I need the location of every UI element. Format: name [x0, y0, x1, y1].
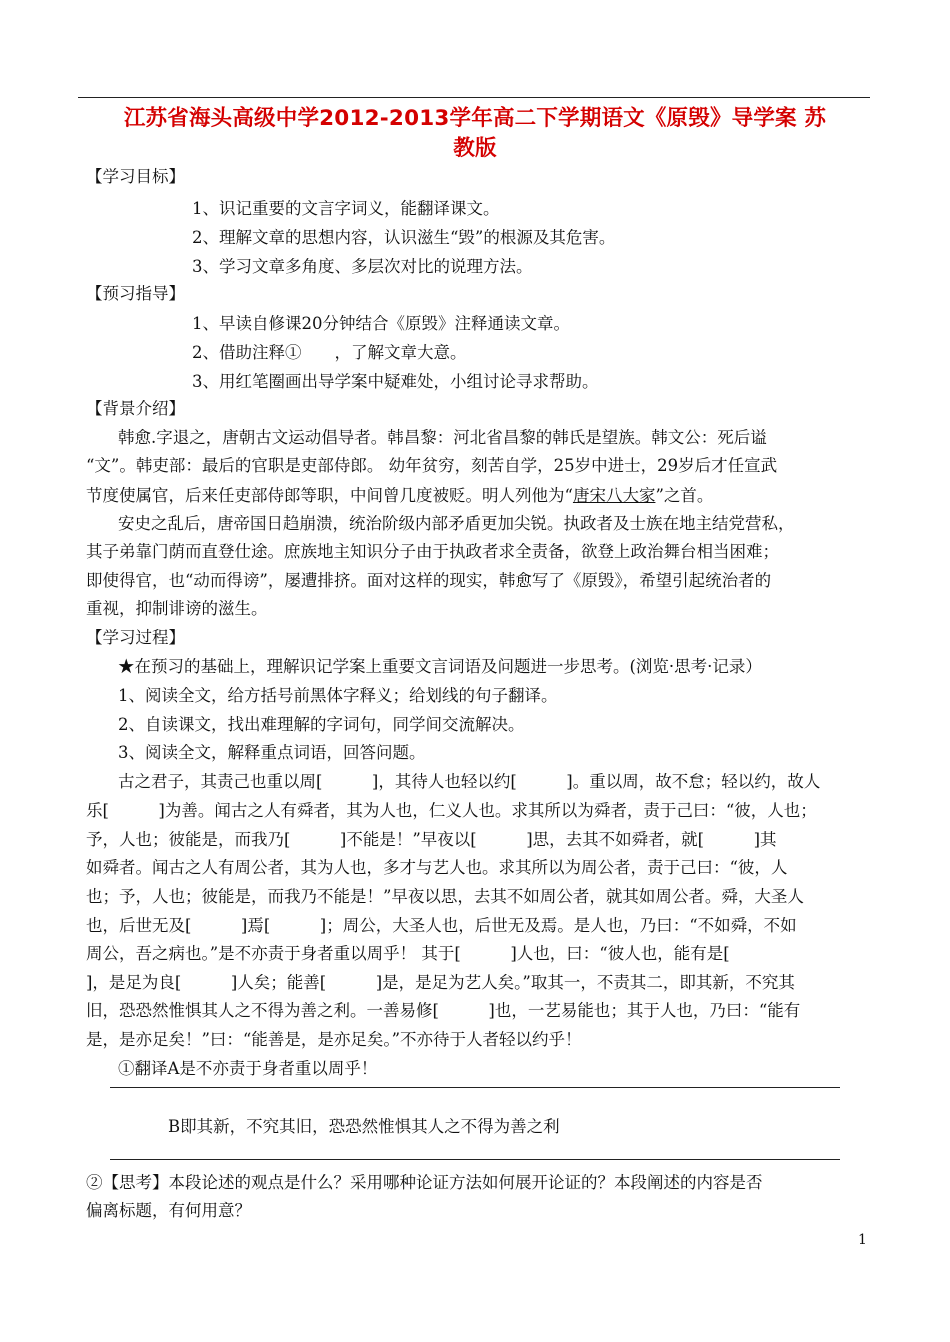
- passage-line: 也；予，人也；彼能是，而我乃不能是！”早夜以思，去其不如周公者，就其如周公者。舜，大圣人: [86, 887, 804, 906]
- passage-line: 周公，吾之病也。”是不亦责于身者重以周乎！ 其于[ ]人也，曰：“彼人也，能有是[: [86, 944, 730, 963]
- background-text: ”之首。: [655, 486, 714, 505]
- background-text: 其子弟靠门荫而直登仕途。庶族地主知识分子由于执政者求全责备，欲登上政治舞台相当困难；: [86, 542, 779, 561]
- passage-line: 旧，恐恐然惟惧其人之不得为善之利。一善易修[ ]也，一艺易能也；其于人也，乃曰：“能有: [86, 1001, 801, 1020]
- section-heading-preview: 【预习指导】: [86, 284, 185, 303]
- objective-item: 1、识记重要的文言字词义，能翻译课文。: [192, 199, 500, 218]
- passage-line: 古之君子，其责己也重以周[ ]，其待人也轻以约[ ]。重以周，故不怠；轻以约，故人: [118, 772, 821, 791]
- passage-line: 如舜者。闻古之人有周公者，其为人也，多才与艺人也。求其所以为周公者，责于己曰：“彼，人: [86, 858, 788, 877]
- answer-line: [110, 1087, 840, 1088]
- objective-item: 3、学习文章多角度、多层次对比的说理方法。: [192, 257, 533, 276]
- passage-line: ]，是足为良[ ]人矣；能善[ ]是，是足为艺人矣。”取其一，不责其二，即其新，不究其: [86, 973, 795, 992]
- passage-line: 也，后世无及[ ]焉[ ]；周公，大圣人也，后世无及焉。是人也，乃曰：“不如舜，不如: [86, 916, 797, 935]
- section-heading-background: 【背景介绍】: [86, 399, 185, 418]
- process-item: 1、阅读全文，给方括号前黑体字释义；给划线的句子翻译。: [118, 686, 558, 705]
- background-text: 节度使属官，后来任吏部侍郎等职，中间曾几度被贬。明人列他为“: [86, 486, 573, 505]
- tang-song-link: 唐宋八大家: [572, 486, 656, 505]
- section-heading-objectives: 【学习目标】: [86, 167, 185, 186]
- translate-prompt-a: ①翻译A是不亦责于身者重以周乎！: [118, 1059, 378, 1078]
- preview-item: 3、用红笔圈画出导学案中疑难处，小组讨论寻求帮助。: [192, 372, 599, 391]
- think-question: ②【思考】本段论述的观点是什么？采用哪种论证方法如何展开论证的？本段阐述的内容是否: [86, 1173, 763, 1192]
- title-line-1: 江苏省海头高级中学2012-2013学年高二下学期语文《原毁》导学案 苏: [123, 106, 827, 131]
- background-text: 即使得官，也“动而得谤”，屡遭排挤。面对这样的现实，韩愈写了《原毁》，希望引起统治者的: [86, 571, 772, 590]
- preview-item: 1、早读自修课20分钟结合《原毁》注释通读文章。: [192, 314, 570, 333]
- process-instruction: ★在预习的基础上，理解识记学案上重要文言词语及问题进一步思考。(浏览·思考·记录）: [118, 657, 762, 676]
- title-line-2: 教版: [453, 136, 497, 161]
- answer-line: [110, 1159, 840, 1160]
- translate-prompt-b: B即其新，不究其旧，恐恐然惟惧其人之不得为善之利: [168, 1117, 560, 1136]
- passage-line: 是，是亦足矣！”曰：“能善是，是亦足矣。”不亦待于人者轻以约乎！: [86, 1030, 582, 1049]
- passage-line: 乐[ ]为善。闻古之人有舜者，其为人也，仁义人也。求其所以为舜者，责于己曰：“彼，人也；: [86, 801, 817, 820]
- preview-item: 2、借助注释① ，了解文章大意。: [192, 343, 467, 362]
- process-item: 2、自读课文，找出难理解的字词句，同学间交流解决。: [118, 715, 525, 734]
- background-text: 韩愈.字退之，唐朝古文运动倡导者。韩昌黎：河北省昌黎的韩氏是望族。韩文公：死后谥: [118, 428, 767, 447]
- section-heading-process: 【学习过程】: [86, 628, 185, 647]
- think-question: 偏离标题，有何用意？: [86, 1201, 251, 1220]
- document-title: [70, 104, 880, 164]
- background-text-line: [86, 485, 713, 507]
- process-item: 3、阅读全文，解释重点词语，回答问题。: [118, 743, 426, 762]
- passage-line: 予，人也；彼能是，而我乃[ ]不能是！”早夜以[ ]思，去其不如舜者，就[ ]其: [86, 830, 777, 849]
- objective-item: 2、理解文章的思想内容，认识滋生“毁”的根源及其危害。: [192, 228, 616, 247]
- page-number: 1: [858, 1232, 867, 1248]
- background-text: “文”。韩吏部：最后的官职是吏部侍郎。 幼年贫穷，刻苦自学，25岁中进士，29岁后才任宣武: [86, 456, 778, 475]
- background-text: 重视，抑制诽谤的滋生。: [86, 599, 268, 618]
- background-text: 安史之乱后，唐帝国日趋崩溃，统治阶级内部矛盾更加尖锐。执政者及士族在地主结党营私，: [118, 514, 795, 533]
- header-rule: [78, 97, 870, 98]
